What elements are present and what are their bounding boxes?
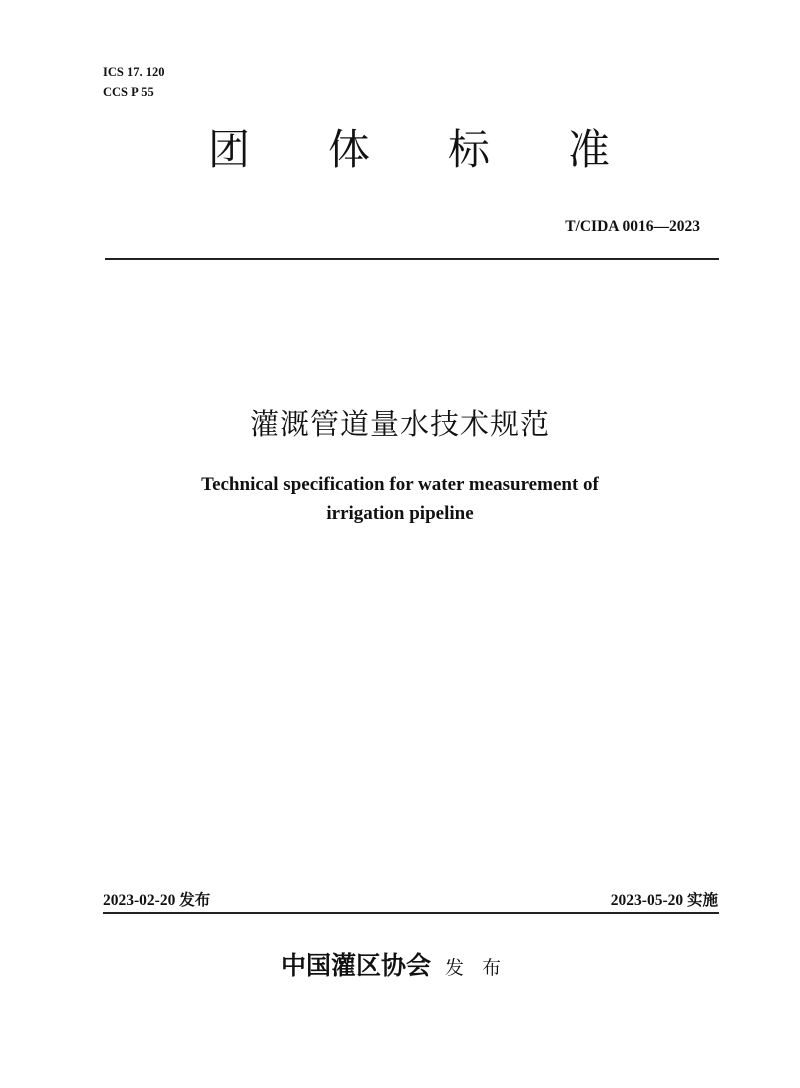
publisher-name: 中国灌区协会 — [280, 953, 431, 980]
standard-category — [0, 122, 800, 178]
ccs-code: CCS P 55 — [103, 85, 154, 99]
category-char: 准 — [568, 125, 611, 174]
category-char: 团 — [208, 125, 251, 174]
implementation-date: 2023-05-20 实施 — [610, 892, 718, 909]
ics-code: ICS 17. 120 — [103, 65, 165, 79]
title-chinese: 灌溉管道量水技术规范 — [249, 407, 550, 441]
category-char: 体 — [328, 125, 371, 174]
title-english — [0, 470, 800, 528]
classification-codes — [103, 62, 164, 102]
category-char: 标 — [448, 125, 491, 174]
header-divider — [105, 258, 719, 260]
publisher — [0, 946, 800, 982]
footer-divider — [103, 912, 719, 914]
standard-number: T/CIDA 0016—2023 — [565, 218, 700, 235]
publisher-verb: 发布 — [445, 958, 520, 979]
title-english-line: irrigation pipeline — [326, 503, 474, 524]
title-english-line: Technical specification for water measurement of — [201, 474, 599, 495]
issue-date: 2023-02-20 发布 — [103, 892, 211, 909]
